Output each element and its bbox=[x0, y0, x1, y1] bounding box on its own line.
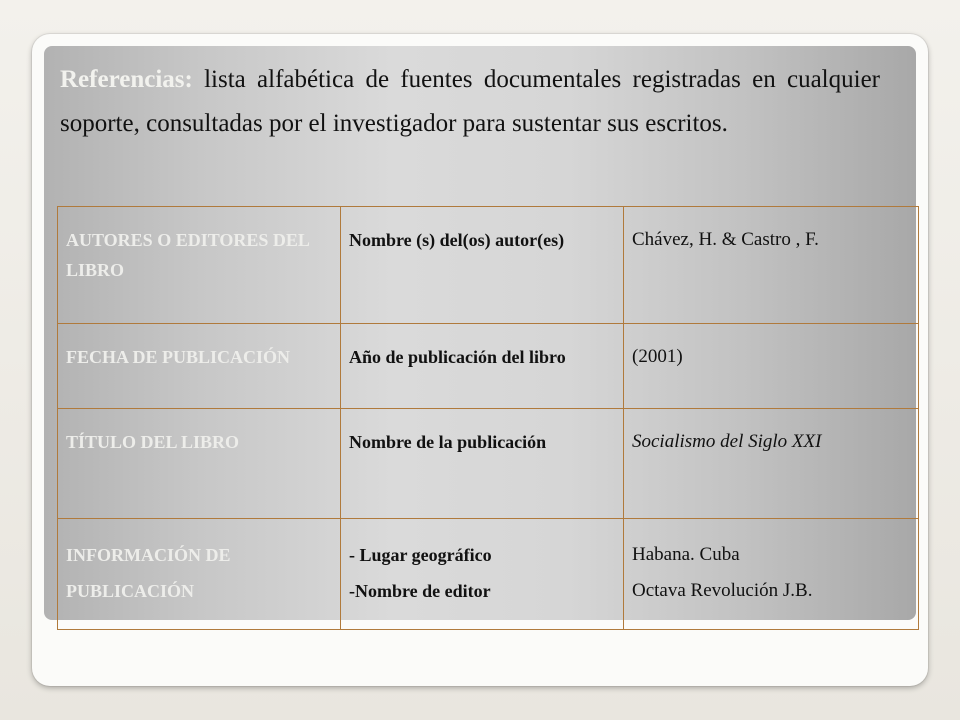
example-line: Chávez, H. & Castro , F. bbox=[632, 229, 819, 250]
description-cell bbox=[341, 207, 624, 324]
example-line: Socialismo del Siglo XXI bbox=[632, 431, 822, 452]
description-line: Nombre de la publicación bbox=[349, 432, 547, 452]
field-cell: TÍTULO DEL LIBRO bbox=[58, 409, 341, 519]
field-cell: FECHA DE PUBLICACIÓN bbox=[58, 324, 341, 409]
table-row bbox=[58, 324, 919, 409]
field-cell: AUTORES O EDITORES DEL LIBRO bbox=[58, 207, 341, 324]
description-cell bbox=[341, 519, 624, 630]
description-line: - Lugar geográfico bbox=[349, 545, 492, 565]
description-line: Año de publicación del libro bbox=[349, 347, 566, 367]
description-cell bbox=[341, 324, 624, 409]
description-cell bbox=[341, 409, 624, 519]
example-line: (2001) bbox=[632, 346, 683, 367]
example-line: Habana. Cuba bbox=[632, 544, 740, 565]
intro-text: lista alfabética de fuentes documentales registradas en cualquier soporte, consultadas por el investigador para sustentar sus escritos. bbox=[60, 66, 880, 137]
description-line: Nombre (s) del(os) autor(es) bbox=[349, 230, 565, 250]
table-row bbox=[58, 409, 919, 519]
intro-paragraph bbox=[60, 58, 880, 146]
example-cell bbox=[624, 519, 919, 630]
example-cell bbox=[624, 207, 919, 324]
example-cell bbox=[624, 324, 919, 409]
description-line: -Nombre de editor bbox=[349, 581, 491, 601]
field-cell: INFORMACIÓN DE PUBLICACIÓN bbox=[58, 519, 341, 630]
example-line: Octava Revolución J.B. bbox=[632, 580, 813, 601]
intro-keyword: Referencias: bbox=[60, 66, 193, 93]
reference-table bbox=[57, 206, 919, 630]
table-row bbox=[58, 519, 919, 630]
table-row bbox=[58, 207, 919, 324]
example-cell bbox=[624, 409, 919, 519]
